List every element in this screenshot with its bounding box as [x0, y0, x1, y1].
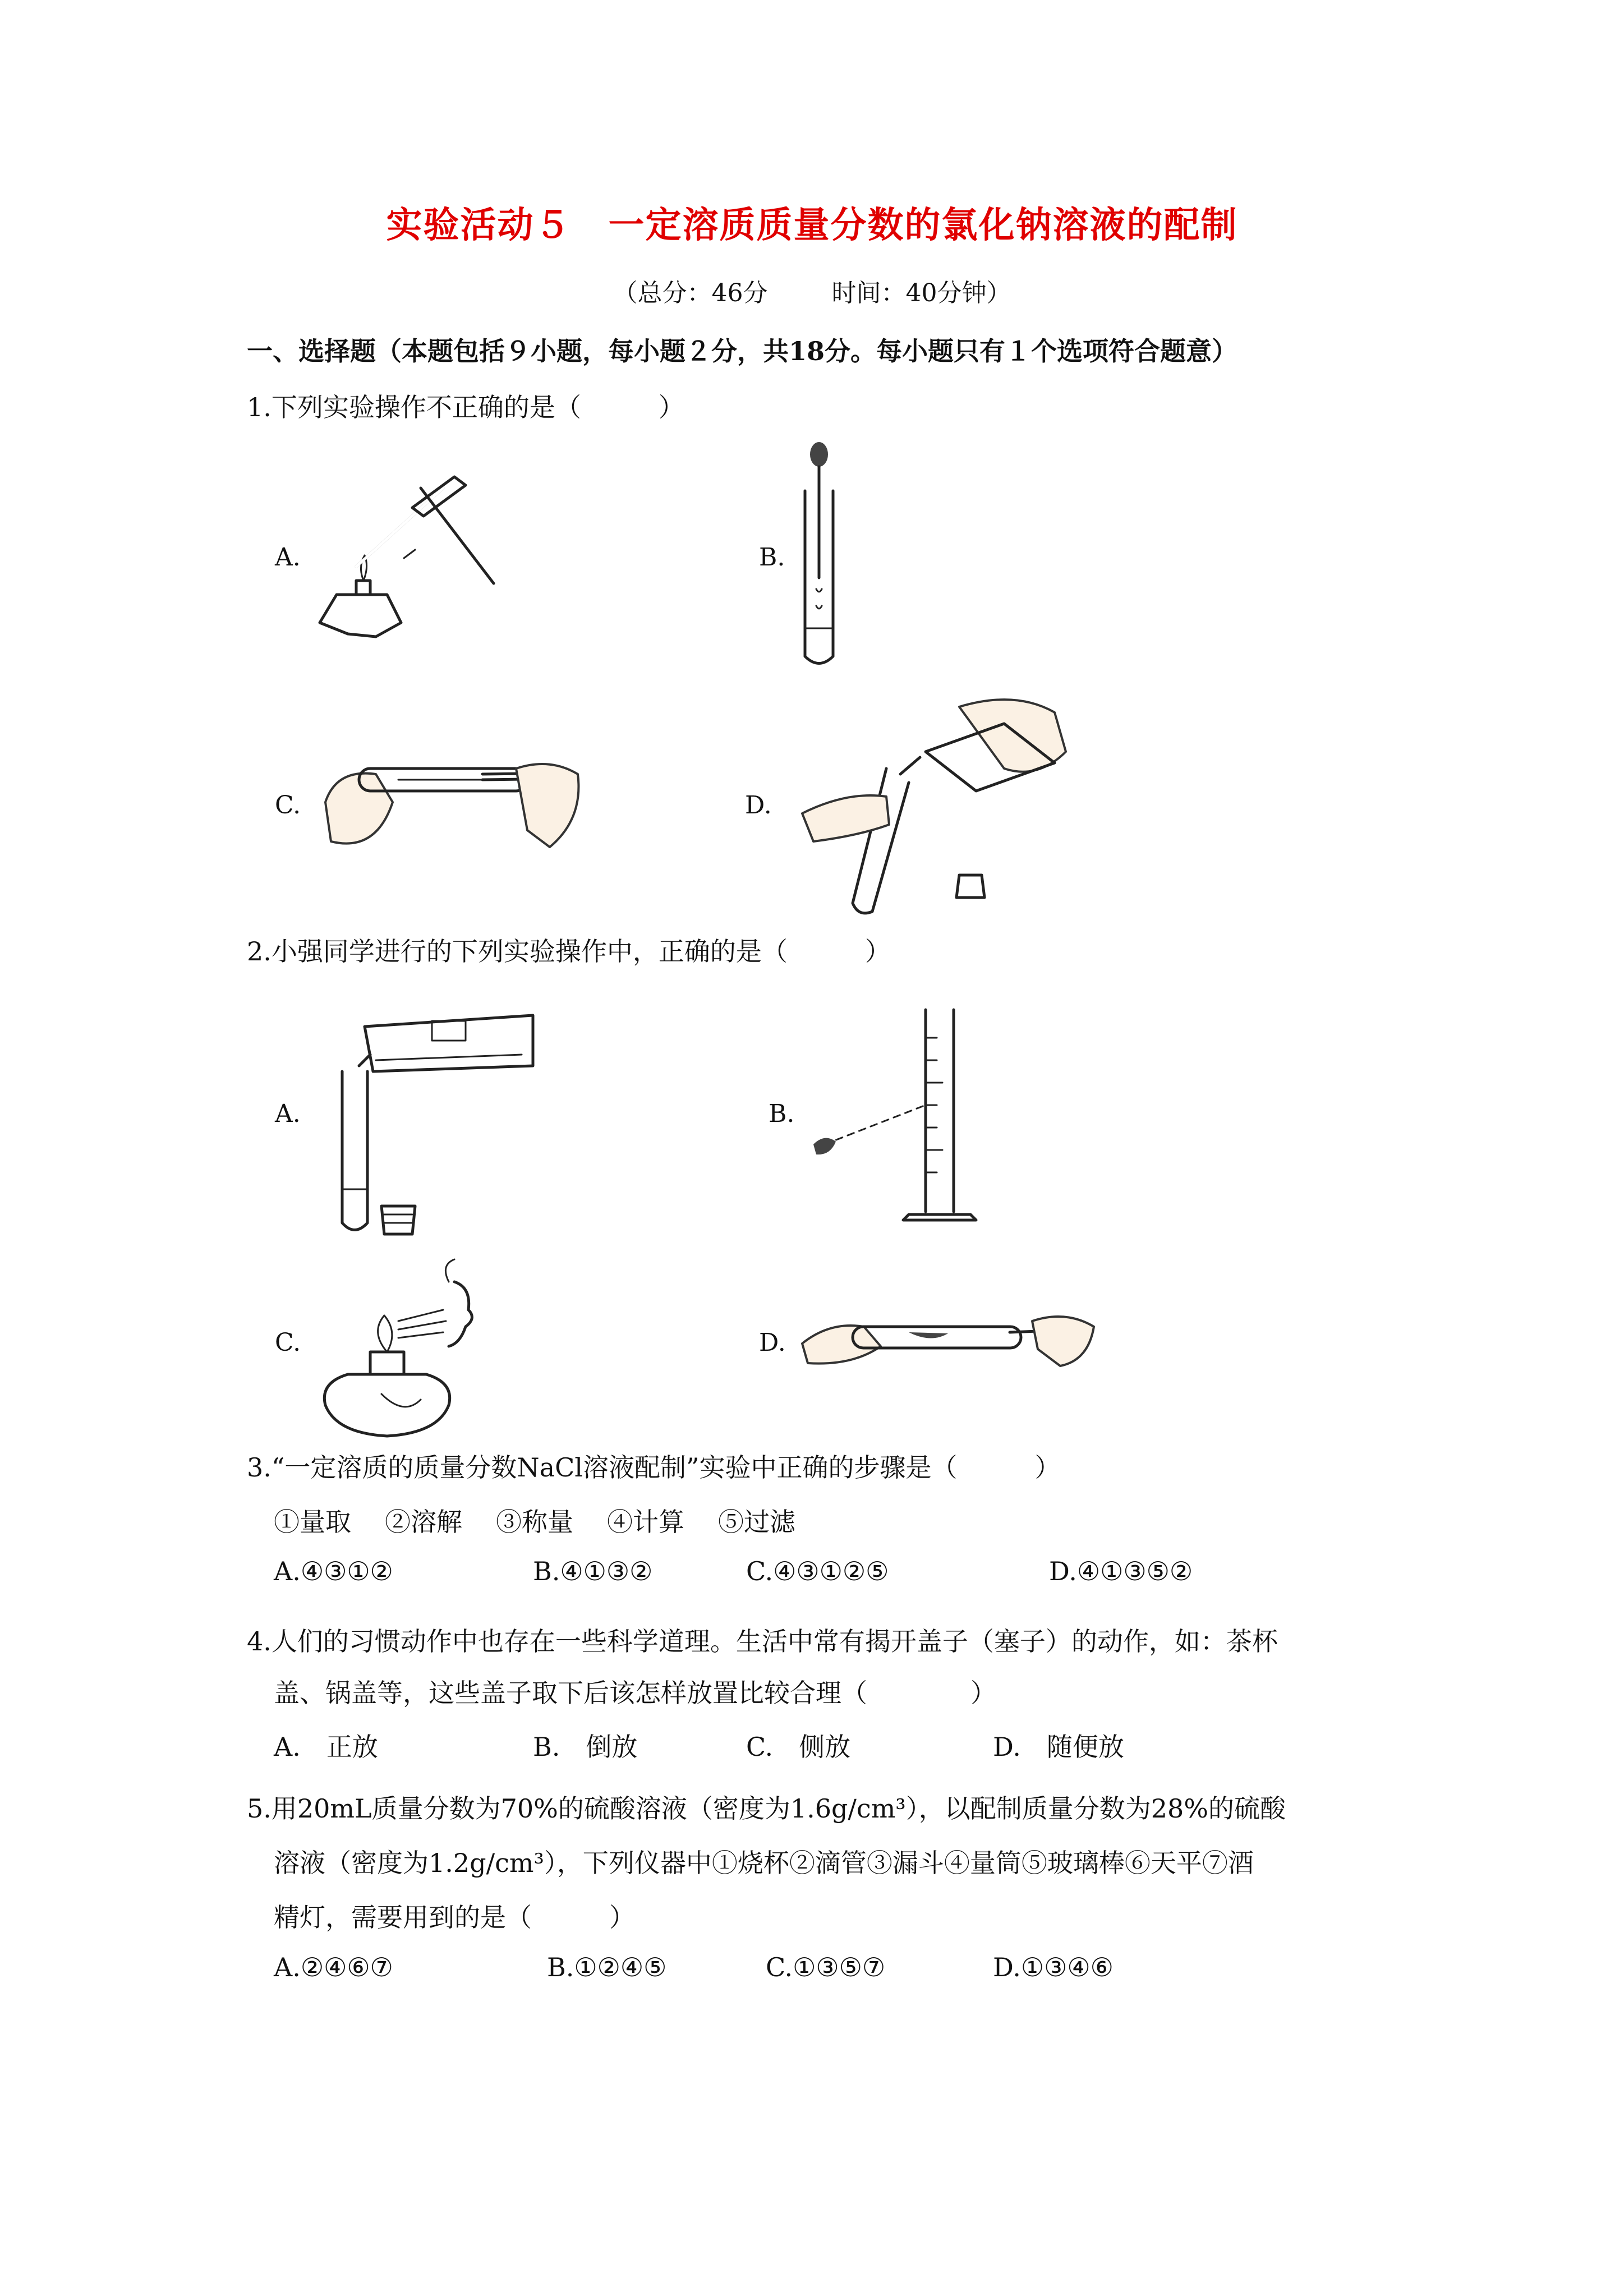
q3-steps	[274, 1502, 795, 1539]
question-2-stem: 2.小强同学进行的下列实验操作中，正确的是（ ）	[247, 936, 891, 967]
question-4-stem-line2: 盖、锅盖等，这些盖子取下后该怎样放置比较合理（ ）	[274, 1678, 996, 1708]
q3-option-b[interactable]: B.④①③②	[533, 1556, 653, 1586]
q3-step-5: ⑤过滤	[718, 1507, 795, 1537]
q4-option-d[interactable]: D. 随便放	[993, 1732, 1124, 1762]
pouring-reagent-icon	[791, 690, 1083, 937]
q1-option-b-label[interactable]: B.	[759, 543, 785, 572]
graduated-cylinder-reading-icon	[802, 1004, 1004, 1228]
exam-time: 时间：40分钟）	[831, 279, 1011, 307]
q5-option-d[interactable]: D.①③④⑥	[993, 1952, 1114, 1982]
q3-step-4: ④计算	[607, 1507, 684, 1537]
heating-test-tube-icon	[303, 454, 505, 656]
question-5-stem-line3: 精灯，需要用到的是（ ）	[274, 1902, 635, 1932]
q5-option-b[interactable]: B.①②④⑤	[547, 1952, 667, 1982]
q2-option-a-label[interactable]: A.	[275, 1099, 301, 1128]
q3-step-1: ①量取	[274, 1507, 351, 1537]
question-4-stem-line1: 4.人们的习惯动作中也存在一些科学道理。生活中常有揭开盖子（塞子）的动作，如：茶杯	[247, 1626, 1278, 1657]
q3-option-c[interactable]: C.④③①②⑤	[746, 1556, 889, 1586]
dropper-above-tube-icon	[785, 438, 853, 673]
page-title: 实验活动５ 一定溶质质量分数的氯化钠溶液的配制	[386, 204, 1238, 246]
heating-tube-by-hand-icon	[797, 1293, 1099, 1388]
q2-option-d-label[interactable]: D.	[759, 1328, 786, 1357]
q1-option-c-label[interactable]: C.	[275, 791, 301, 820]
pouring-liquid-icon	[320, 1004, 544, 1240]
question-1-stem: 1.下列实验操作不正确的是（ ）	[247, 392, 684, 422]
q4-option-a[interactable]: A. 正放	[274, 1732, 378, 1762]
question-5-stem-line2: 溶液（密度为1.2g/cm³），下列仪器中①烧杯②滴管③漏斗④量筒⑤玻璃棒⑥天平⑦酒	[274, 1848, 1254, 1878]
score-time-line	[0, 273, 1624, 309]
question-3-stem: 3.“一定溶质的质量分数NaCl溶液配制”实验中正确的步骤是（ ）	[247, 1452, 1061, 1483]
q3-option-a[interactable]: A.④③①②	[274, 1556, 393, 1586]
q5-option-c[interactable]: C.①③⑤⑦	[766, 1952, 886, 1982]
q1-option-d-label[interactable]: D.	[745, 791, 772, 820]
question-5-stem-line1: 5.用20mL质量分数为70%的硫酸溶液（密度为1.6g/cm³），以配制质量分数为28%的硫酸	[247, 1793, 1286, 1824]
section-heading: 一、选择题（本题包括９小题，每小题２分，共18分。每小题只有１个选项符合题意）	[247, 336, 1238, 366]
q3-option-d[interactable]: D.④①③⑤②	[1049, 1556, 1193, 1586]
q5-option-a[interactable]: A.②④⑥⑦	[274, 1952, 393, 1982]
q3-step-3: ③称量	[496, 1507, 573, 1537]
q2-option-c-label[interactable]: C.	[275, 1328, 301, 1357]
q4-option-b[interactable]: B. 倒放	[533, 1732, 638, 1762]
blowing-alcohol-lamp-icon	[314, 1248, 482, 1439]
shaking-test-tube-icon	[314, 735, 606, 858]
q4-option-c[interactable]: C. 侧放	[746, 1732, 851, 1762]
total-score: （总分：46分	[613, 279, 768, 307]
q2-option-b-label[interactable]: B.	[769, 1099, 795, 1128]
q1-option-a-label[interactable]: A.	[275, 543, 301, 572]
q3-step-2: ②溶解	[385, 1507, 462, 1537]
